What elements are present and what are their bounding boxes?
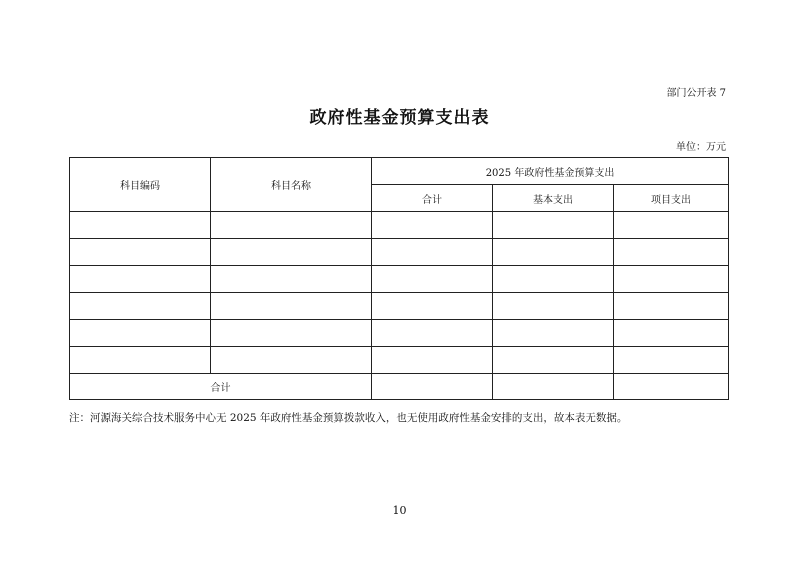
cell-project xyxy=(614,347,729,374)
cell-basic xyxy=(493,347,614,374)
cell-basic xyxy=(493,266,614,293)
cell-code xyxy=(70,266,211,293)
cell-total xyxy=(372,320,493,347)
cell-name xyxy=(211,320,372,347)
cell-name xyxy=(211,266,372,293)
cell-code xyxy=(70,293,211,320)
cell-total xyxy=(372,212,493,239)
cell-project xyxy=(614,293,729,320)
header-basic: 基本支出 xyxy=(493,185,614,212)
total-cell-project xyxy=(614,374,729,400)
cell-code xyxy=(70,239,211,266)
header-group: 2025 年政府性基金预算支出 xyxy=(372,158,729,185)
footnote: 注：河源海关综合技术服务中心无 2025 年政府性基金预算拨款收入，也无使用政府性基金安排的支出，故本表无数据。 xyxy=(69,412,628,424)
cell-name xyxy=(211,347,372,374)
cell-total xyxy=(372,239,493,266)
table-row xyxy=(70,212,729,239)
table-row xyxy=(70,320,729,347)
header-total: 合计 xyxy=(372,185,493,212)
budget-table xyxy=(69,157,729,400)
page-number: 10 xyxy=(392,504,407,517)
table-row xyxy=(70,293,729,320)
page-title: 政府性基金预算支出表 xyxy=(309,108,490,128)
cell-code xyxy=(70,212,211,239)
cell-basic xyxy=(493,293,614,320)
header-code: 科目编码 xyxy=(70,158,211,212)
cell-code xyxy=(70,320,211,347)
table-row xyxy=(70,347,729,374)
cell-name xyxy=(211,239,372,266)
cell-total xyxy=(372,293,493,320)
page-tag: 部门公开表 7 xyxy=(666,88,726,99)
cell-basic xyxy=(493,212,614,239)
cell-code xyxy=(70,347,211,374)
total-label: 合计 xyxy=(70,374,372,400)
cell-name xyxy=(211,212,372,239)
cell-project xyxy=(614,320,729,347)
cell-project xyxy=(614,239,729,266)
unit-label: 单位：万元 xyxy=(676,142,726,153)
cell-total xyxy=(372,347,493,374)
cell-basic xyxy=(493,320,614,347)
cell-project xyxy=(614,212,729,239)
total-row xyxy=(70,374,729,400)
header-row-1 xyxy=(70,158,729,185)
total-cell-total xyxy=(372,374,493,400)
cell-project xyxy=(614,266,729,293)
header-name: 科目名称 xyxy=(211,158,372,212)
table-row xyxy=(70,239,729,266)
cell-basic xyxy=(493,239,614,266)
header-project: 项目支出 xyxy=(614,185,729,212)
cell-name xyxy=(211,293,372,320)
total-cell-basic xyxy=(493,374,614,400)
cell-total xyxy=(372,266,493,293)
table-row xyxy=(70,266,729,293)
